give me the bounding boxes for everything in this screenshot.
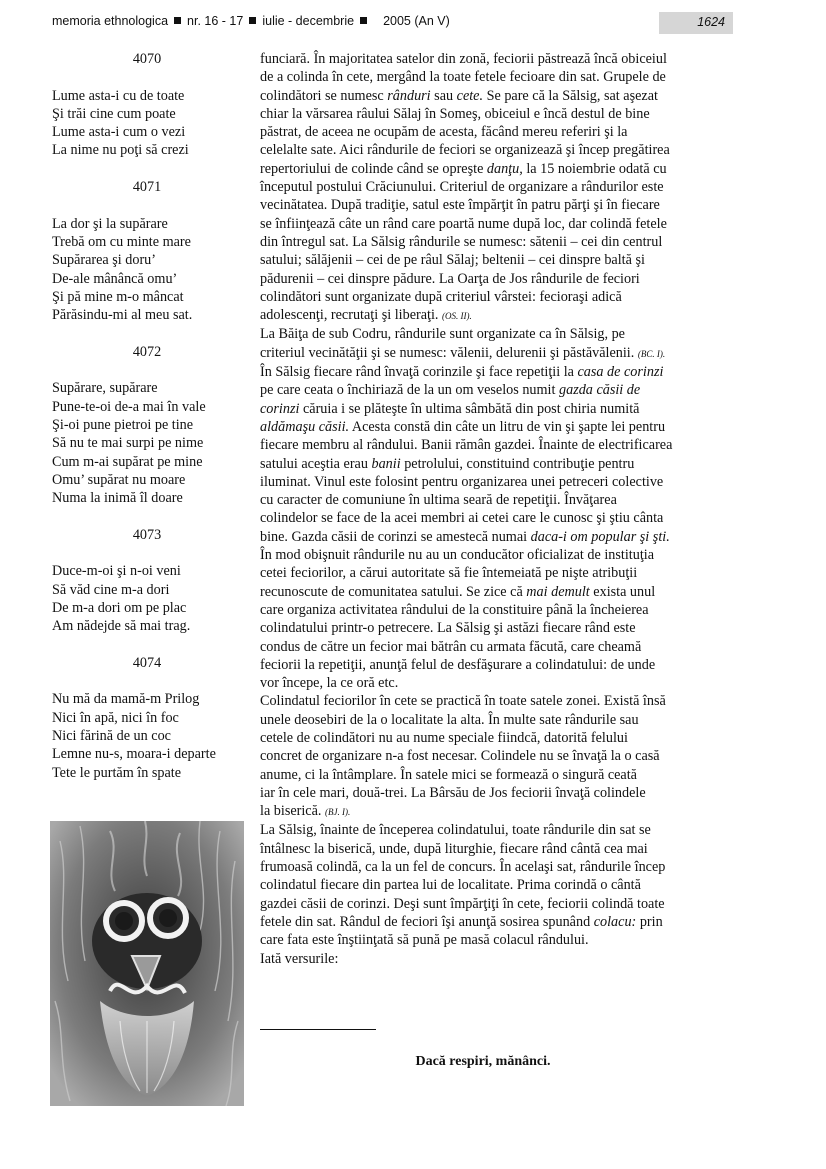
text-line: celelalte sate. Aici rândurile de feciori se organizează şi încep pregătirea bbox=[260, 142, 670, 159]
text-line: colindători sunt organizate după criteriul vârstei: fecioraşi adică bbox=[260, 288, 622, 305]
text-line bbox=[260, 400, 736, 418]
text-line bbox=[260, 160, 736, 178]
text-line: Iată versurile: bbox=[260, 950, 339, 967]
verse-line: Tete le purtăm în spate bbox=[52, 764, 182, 781]
text-line bbox=[260, 87, 736, 105]
text-run: Acesta constă din câte un litru de vin şi şapte lei pentru bbox=[349, 418, 666, 435]
text-run: prin bbox=[636, 913, 663, 930]
text-run: satului aceştia erau bbox=[260, 455, 372, 472]
paragraph-1 bbox=[260, 50, 736, 325]
poem-verses bbox=[52, 215, 248, 325]
text-line: iluminat. Vinul este folosint pentru organizarea unei petreceri colective bbox=[260, 473, 664, 490]
text-run: Se pare că la Sălsig, sat aşezat bbox=[483, 87, 658, 104]
poem-verses bbox=[52, 690, 248, 781]
poem-number: 4072 bbox=[132, 343, 162, 360]
text-line bbox=[260, 455, 736, 473]
page-number-box bbox=[659, 12, 733, 34]
verse-line: Supărarea şi doru’ bbox=[52, 252, 157, 269]
text-line bbox=[260, 381, 736, 399]
text-line: fiecare membru al rândului. Banii rămân gazdei. Înainte de electrificarea bbox=[260, 437, 673, 454]
quoted-phrase: daca-i om popular şi şti. bbox=[530, 528, 670, 545]
text-run: fetele din sat. Rândul de feciori îşi anunţă sosirea spunând bbox=[260, 913, 594, 930]
text-run: criteriul vecinătăţii şi se numesc: vălenii, delurenii şi păstăvălenii. bbox=[260, 344, 638, 361]
verse-line: Şi pă mine m-o mâncat bbox=[52, 288, 184, 305]
text-line bbox=[260, 913, 736, 931]
verse-line: Omu’ supărat nu moare bbox=[52, 471, 186, 488]
poem-verses bbox=[52, 379, 248, 507]
text-run: petrolului, constituind contribuţie pentru bbox=[400, 455, 635, 472]
text-run: bine. Gazda căsii de corinzi se amestecă numai bbox=[260, 528, 531, 545]
verse-line: Părăsindu-mi al meu sat. bbox=[52, 307, 193, 324]
verse-line: Trebă om cu minte mare bbox=[52, 233, 191, 250]
text-line: vor începe, la ce oră etc. bbox=[260, 675, 399, 692]
poem-4074 bbox=[52, 654, 248, 782]
text-line: gazdei căsii de corinzi. Deşi sunt împărţiţi în cete, feciorii colindă toate bbox=[260, 895, 665, 912]
text-line: din întregul sat. La Sălsig rândurile se numesc: sătenii – cei din centrul bbox=[260, 233, 663, 250]
term-gazda: gazda căsii de bbox=[559, 382, 641, 399]
text-run: recunoscute de comunitatea satului. Se zice că bbox=[260, 583, 527, 600]
poem-number: 4071 bbox=[132, 179, 162, 196]
text-line: frumoasă colindă, ca la un fel de concurs. În acelaşi sat, rândurile încep bbox=[260, 859, 666, 876]
paragraph-6 bbox=[260, 821, 736, 967]
text-line: care organiza activitatea rândului de la constituire până la încheierea bbox=[260, 601, 649, 618]
paragraph-5 bbox=[260, 692, 736, 821]
text-line: iar în cele mari, două-trei. La Bârsău de Jos feciorii învaţă colindele bbox=[260, 784, 646, 801]
verse-line: La nime nu poţi să crezi bbox=[52, 142, 189, 159]
text-run: sau bbox=[430, 87, 457, 104]
verse-line: Duce-m-oi şi n-oi veni bbox=[52, 563, 181, 580]
text-line: chiar la vărsarea râului Sălaj în Someş, obiceiul e încă destul de bine bbox=[260, 105, 650, 122]
text-line: pădurenii – cei dinspre pădure. La Oarţa de Jos rândurile de feciori bbox=[260, 270, 640, 287]
text-line bbox=[260, 363, 736, 381]
verse-line: Am nădejde să mai trag. bbox=[52, 618, 191, 635]
term-corinzi: corinzi bbox=[260, 400, 300, 417]
text-line: începutul postului Crăciunului. Criteriul de organizare a rândurilor este bbox=[260, 179, 664, 196]
text-run: exista unul bbox=[589, 583, 656, 600]
poem-number: 4074 bbox=[132, 654, 162, 671]
text-line: La Băiţa de sub Codru, rândurile sunt organizate ca în Sălsig, pe bbox=[260, 326, 625, 343]
text-line bbox=[260, 802, 736, 821]
term-mai-demult: mai demult bbox=[526, 583, 590, 600]
text-line: feciorii la repetiţii, anunţă felul de desfăşurare a colindatului: de unde bbox=[260, 656, 656, 673]
text-line: cu caracter de comuniune în ultima seară de repetiţii. Învăţarea bbox=[260, 492, 617, 509]
text-line: colindatului printr-o petrecere. La Sălsig şi astăzi fiecare rând este bbox=[260, 620, 636, 637]
issue-year: 2005 (An V) bbox=[383, 14, 450, 28]
poem-4072 bbox=[52, 343, 248, 508]
verse-line: Să văd cine m-a dori bbox=[52, 581, 170, 598]
poem-4073 bbox=[52, 526, 248, 636]
text-line: satului; sălăjenii – cei de pe râul Sălaj; beltenii – cei dinspre baltă şi bbox=[260, 252, 645, 269]
issue-number: nr. 16 - 17 bbox=[187, 14, 244, 28]
verse-line: Lume asta-i cu de toate bbox=[52, 87, 185, 104]
poem-number: 4070 bbox=[132, 51, 162, 67]
mask-illustration bbox=[50, 821, 244, 1106]
verse-line: Lemne nu-s, moara-i departe bbox=[52, 746, 216, 763]
page-header bbox=[52, 12, 733, 36]
text-line: colindelor se face de la acei membri ai cetei care le cunosc şi ştiu cânta bbox=[260, 510, 664, 527]
text-run: la 15 noiembrie odată cu bbox=[522, 160, 667, 177]
text-run: colindători se numesc bbox=[260, 87, 388, 104]
paragraph-3 bbox=[260, 363, 736, 546]
poem-4070 bbox=[52, 50, 248, 160]
term-casa-de-corinzi: casa de corinzi bbox=[577, 364, 664, 381]
verse-line: La dor şi la supărare bbox=[52, 215, 168, 232]
text-line bbox=[260, 583, 736, 601]
text-run: repertoriului de colinde când se opreşte bbox=[260, 160, 487, 177]
verse-line: Nici fărină de un coc bbox=[52, 727, 171, 744]
verse-line: Şi trăi cine cum poate bbox=[52, 105, 176, 122]
text-line: La Sălsig, înainte de începerea colindatului, toate rândurile din sat se bbox=[260, 822, 651, 839]
text-line: întâlnesc la biserică, unde, după liturghie, fiecare rând cântă cea mai bbox=[260, 840, 648, 857]
text-line: unele deosebiri de la o localitate la alta. În multe sate rândurile sau bbox=[260, 711, 639, 728]
text-line: condus de către un fecior mai bătrân cu armata făcută, care cheamă bbox=[260, 638, 642, 655]
separator-square-icon bbox=[360, 17, 367, 24]
issue-months: iulie - decembrie bbox=[262, 14, 355, 28]
text-run: adolescenţi, recrutaţi şi liberaţi. bbox=[260, 307, 442, 324]
verse-line: De-ale mânâncă omu’ bbox=[52, 270, 178, 287]
journal-title: memoria ethnologica bbox=[52, 14, 169, 28]
text-line: vecinătatea. După tradiţie, satul este împărţit în patru părţi şi în fiecare bbox=[260, 197, 660, 214]
text-line: Colindatul feciorilor în cete se practică în toate satele zonei. Există însă bbox=[260, 693, 666, 710]
verse-line: Cum m-ai supărat pe mine bbox=[52, 453, 203, 470]
term-banii: banii bbox=[371, 455, 401, 472]
journal-header bbox=[52, 14, 450, 28]
verse-line: De m-a dori om pe plac bbox=[52, 599, 187, 616]
text-line: În mod obişnuit rândurile nu au un conducător oficializat de instituţia bbox=[260, 547, 654, 564]
article-body bbox=[260, 50, 736, 968]
text-line: anume, ci la întâmplare. În satele mici se formează o singură ceată bbox=[260, 766, 637, 783]
paragraph-2 bbox=[260, 325, 736, 363]
source-reference: (BC. I). bbox=[637, 348, 666, 359]
text-run: În Sălsig fiecare rând învaţă corinzile şi face repetiţii la bbox=[260, 364, 578, 381]
footnote-divider bbox=[260, 1029, 376, 1030]
term-dantu: danţu, bbox=[486, 160, 523, 177]
footnote-caption: Dacă respiri, mănânci. bbox=[415, 1054, 551, 1069]
verse-line: Lume asta-i cum o vezi bbox=[52, 124, 186, 141]
text-line: cetei feciorilor, a cărui autoritate să fie întemeiată pe nişte atribuţii bbox=[260, 565, 638, 582]
separator-square-icon bbox=[174, 17, 181, 24]
poem-number: 4073 bbox=[132, 526, 162, 543]
text-line: care fata este înştiinţată să pună pe masă colacul rândului. bbox=[260, 932, 589, 949]
text-line: se înfiinţează câte un rând care poartă nume după loc, dar colindă fetele bbox=[260, 215, 667, 232]
verse-line: Pune-te-oi de-a mai în vale bbox=[52, 398, 206, 415]
text-line: concret de organizare n-a fost necesar. Colindele nu se învaţă la o casă bbox=[260, 748, 660, 765]
text-line bbox=[260, 306, 736, 325]
poem-verses bbox=[52, 562, 248, 635]
text-run: pe care ceata o închiriază de la un om veselos numit bbox=[260, 382, 559, 399]
text-run: la biserică. bbox=[260, 803, 325, 820]
source-reference: (BJ. I). bbox=[325, 807, 351, 818]
text-line bbox=[260, 418, 736, 436]
verse-line: Şi-oi pune pietroi pe tine bbox=[52, 416, 194, 433]
page-number: 1624 bbox=[697, 15, 725, 29]
separator-square-icon bbox=[249, 17, 256, 24]
term-randuri: rânduri bbox=[387, 87, 431, 104]
term-cete: cete. bbox=[456, 87, 484, 104]
text-line bbox=[260, 528, 736, 546]
source-reference: (OS. II). bbox=[442, 311, 472, 322]
paragraph-4 bbox=[260, 546, 736, 692]
term-aldamasu: aldămaşu căsii. bbox=[260, 418, 350, 435]
verse-line: Nici în apă, nici în foc bbox=[52, 709, 179, 726]
verse-line: Să nu te mai surpi pe nime bbox=[52, 435, 204, 452]
poem-4071 bbox=[52, 178, 248, 324]
mask-photo bbox=[50, 821, 244, 1106]
verse-line: Nu mă da mamă-m Prilog bbox=[52, 691, 200, 708]
verse-line: Numa la inimă îl doare bbox=[52, 490, 183, 507]
text-line: funciară. În majoritatea satelor din zonă, feciorii păstrează încă obiceiul bbox=[260, 51, 667, 67]
poem-verses bbox=[52, 87, 248, 160]
text-run: căruia i se plăteşte în ultima sâmbătă din post chiria numită bbox=[299, 400, 640, 417]
text-line: cetele de colindători nu au nume speciale fiindcă, datorită felului bbox=[260, 729, 628, 746]
verse-line: Supărare, supărare bbox=[52, 380, 158, 397]
poems-column bbox=[52, 50, 248, 800]
term-colacu: colacu: bbox=[593, 913, 637, 930]
text-line: colindatul fiecare din partea lui de localitate. Prima corindă o cântă bbox=[260, 877, 641, 894]
text-line: păstrat, de aceea ne ocupăm de acesta, făcând mereu referiri şi la bbox=[260, 124, 628, 141]
text-line bbox=[260, 344, 736, 363]
text-line: de a colinda în cete, mergând la toate fetele fecioare din sat. Grupele de bbox=[260, 69, 666, 86]
